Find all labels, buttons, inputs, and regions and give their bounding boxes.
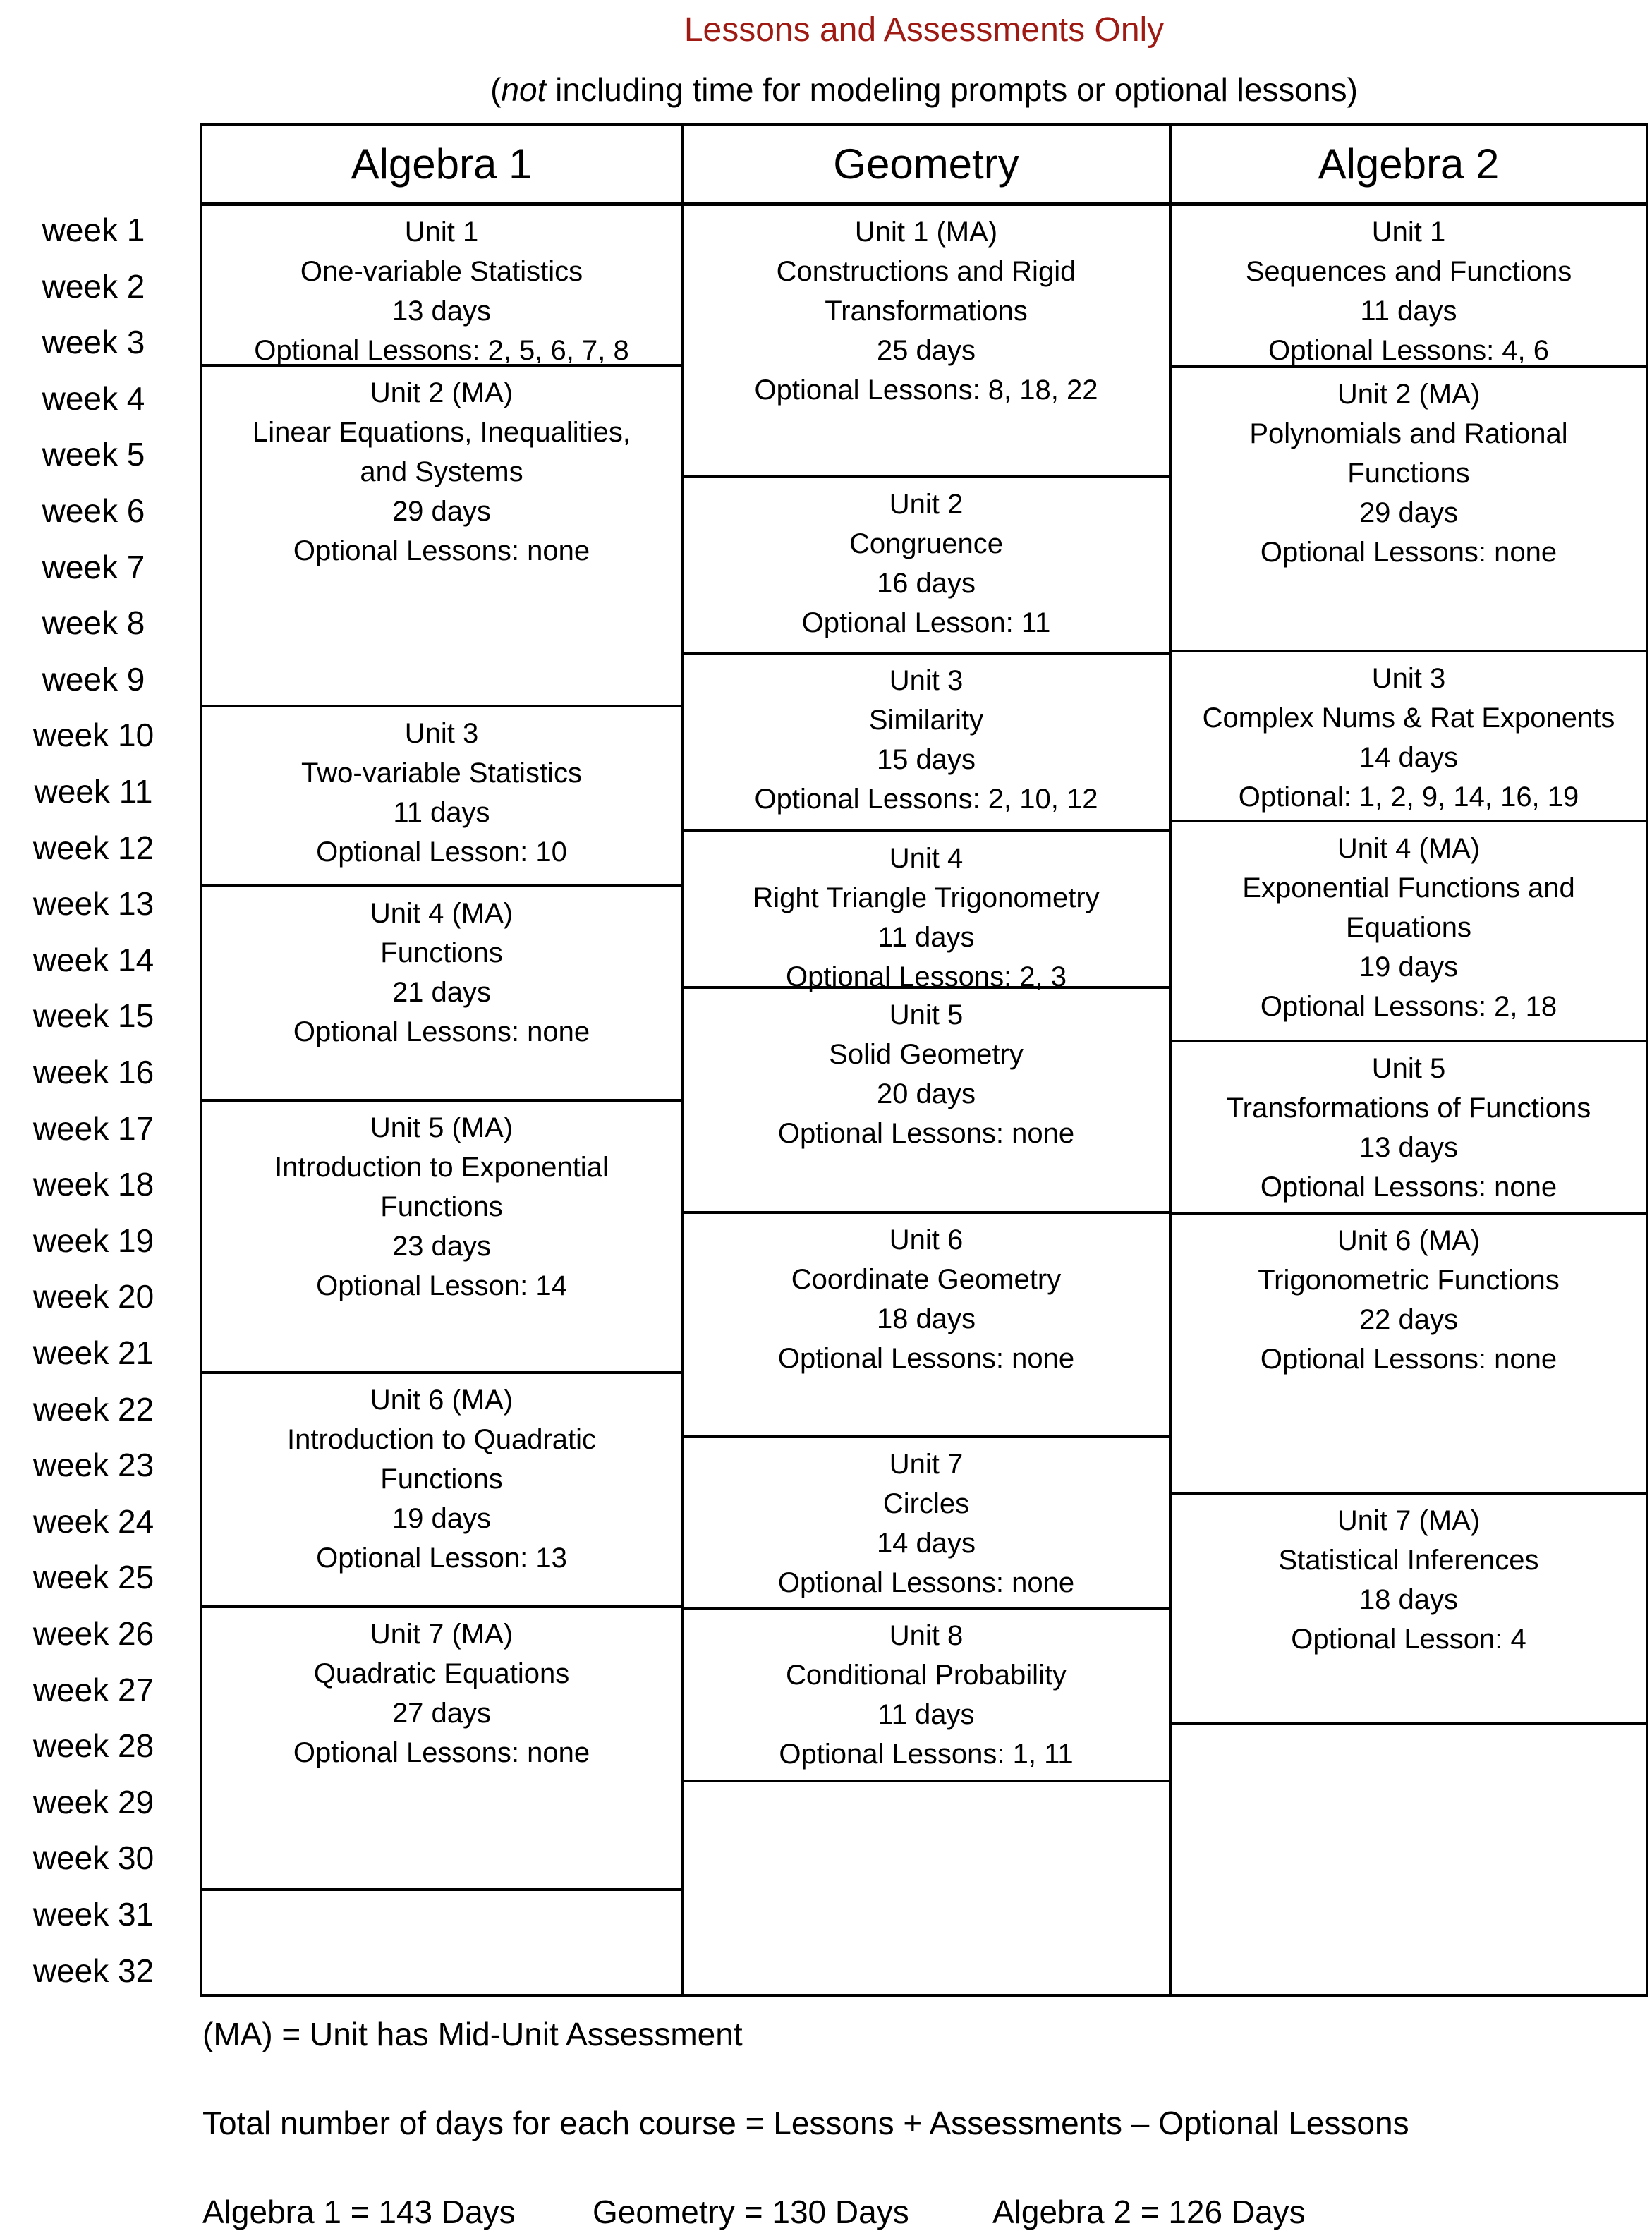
unit-box-geometry-3 [684,652,1169,829]
week-label-7: week 7 [42,549,145,585]
unit-text-line: Optional Lessons: 1, 11 [779,1739,1074,1770]
unit-text-line: 19 days [1359,951,1459,983]
unit-box-algebra-1-2 [202,364,681,705]
unit-text-line: Transformations [825,296,1028,327]
unit-box-geometry-6 [684,1211,1169,1435]
empty-box-algebra-1-8 [202,1888,681,1997]
unit-text-line: 13 days [1359,1132,1459,1163]
column-algebra-2 [1172,126,1646,1994]
unit-text-line: Unit 6 (MA) [1337,1225,1481,1256]
week-label-18: week 18 [32,1166,154,1203]
unit-text-line: Unit 5 (MA) [370,1112,514,1143]
unit-box-geometry-4 [684,829,1169,992]
week-label-32: week 32 [32,1952,154,1989]
unit-text-line: Congruence [849,528,1003,559]
week-label-4: week 4 [42,380,145,417]
unit-text-line: Unit 5 [889,999,964,1030]
unit-text-line: 11 days [877,922,975,953]
unit-text-line: Unit 3 [404,718,479,749]
week-label-19: week 19 [32,1222,154,1259]
unit-text-line: Right Triangle Trigonometry [753,882,1100,913]
subtitle-italic-word: not [501,71,547,108]
unit-text-line: 14 days [876,1528,976,1559]
unit-text-line: Unit 1 (MA) [854,217,998,248]
unit-text-line: Optional Lesson: 13 [316,1543,567,1574]
unit-text-line: 20 days [876,1078,976,1109]
unit-text-line: 13 days [391,296,492,327]
unit-text-line: Solid Geometry [829,1039,1024,1070]
week-label-29: week 29 [32,1784,154,1820]
unit-text-line: Optional Lessons: none [293,1737,590,1768]
week-label-9: week 9 [42,661,145,698]
unit-text-line: 11 days [1360,296,1457,327]
unit-text-line: Optional Lessons: 8, 18, 22 [754,375,1098,406]
page-title: Lessons and Assessments Only [684,11,1165,49]
week-label-2: week 2 [42,268,145,305]
unit-text-line: Optional Lessons: none [777,1118,1075,1149]
week-label-10: week 10 [32,717,154,753]
unit-text-line: Circles [882,1488,970,1519]
unit-text-line: Transformations of Functions [1226,1093,1591,1124]
week-label-17: week 17 [32,1110,154,1147]
unit-box-algebra-1-1 [202,206,681,364]
subtitle-rest: including time for modeling prompts or optional lessons) [546,71,1358,108]
unit-text-line: Unit 4 (MA) [1337,833,1481,864]
unit-text-line: Optional Lesson: 11 [801,607,1051,638]
week-label-3: week 3 [42,324,145,360]
unit-text-line: and Systems [360,456,523,487]
unit-text-line: Sequences and Functions [1245,256,1572,287]
week-label-23: week 23 [32,1447,154,1483]
unit-text-line: Optional Lessons: 2, 10, 12 [754,784,1098,815]
unit-text-line: 22 days [1359,1304,1459,1335]
column-geometry [684,126,1169,1994]
unit-box-geometry-2 [684,475,1169,652]
week-label-30: week 30 [32,1839,154,1876]
unit-text-line: Optional Lessons: none [777,1343,1075,1374]
week-label-5: week 5 [42,436,145,473]
course-totals-row [202,2192,1543,2234]
week-label-16: week 16 [32,1054,154,1090]
pacing-table [200,123,1648,1997]
unit-box-algebra-2-1 [1172,206,1646,365]
unit-text-line: 11 days [393,797,490,828]
unit-text-line: Unit 3 [889,665,964,696]
unit-text-line: 23 days [391,1231,492,1262]
unit-text-line: Optional Lessons: 2, 3 [785,961,1067,992]
unit-text-line: Linear Equations, Inequalities, [253,417,631,448]
unit-text-line: Functions [380,1191,503,1222]
week-label-12: week 12 [32,829,154,866]
course-total-algebra-1: Algebra 1 = 143 Days [202,2194,516,2230]
unit-box-geometry-5 [684,986,1169,1211]
column-header-algebra-1: Algebra 1 [202,126,681,206]
week-label-26: week 26 [32,1615,154,1652]
unit-text-line: Equations [1346,912,1471,943]
unit-text-line: Functions [1347,458,1470,489]
unit-box-algebra-1-5 [202,1099,681,1371]
unit-box-algebra-1-7 [202,1605,681,1888]
unit-text-line: Constructions and Rigid [776,256,1076,287]
unit-text-line: Trigonometric Functions [1258,1265,1560,1296]
week-label-15: week 15 [32,997,154,1034]
subtitle-prefix: ( [490,71,502,108]
unit-text-line: Statistical Inferences [1278,1545,1539,1576]
page-subtitle [201,68,1647,111]
unit-text-line: Complex Nums & Rat Exponents [1202,703,1615,734]
unit-text-line: Functions [380,937,503,968]
ma-legend-note: (MA) = Unit has Mid-Unit Assessment [202,2016,743,2052]
column-header-geometry: Geometry [684,126,1169,206]
unit-text-line: Introduction to Exponential [274,1152,609,1183]
unit-box-algebra-2-7 [1172,1492,1646,1722]
unit-text-line: Conditional Probability [785,1660,1067,1691]
column-header-algebra-2: Algebra 2 [1172,126,1646,206]
unit-text-line: Unit 8 [889,1620,964,1651]
week-label-25: week 25 [32,1559,154,1595]
week-label-22: week 22 [32,1391,154,1428]
unit-text-line: Unit 6 (MA) [370,1385,514,1416]
unit-text-line: 16 days [876,568,976,599]
unit-box-geometry-8 [684,1607,1169,1780]
unit-text-line: 29 days [391,496,492,527]
unit-text-line: Exponential Functions and [1242,872,1575,904]
unit-box-algebra-1-4 [202,884,681,1099]
week-label-11: week 11 [34,773,153,810]
unit-box-algebra-2-4 [1172,820,1646,1040]
unit-text-line: Two-variable Statistics [301,758,582,789]
unit-text-line: Optional Lessons: 2, 18 [1260,991,1557,1022]
total-days-note: Total number of days for each course = Lessons + Assessments – Optional Lessons [202,2105,1409,2141]
unit-text-line: One-variable Statistics [300,256,583,287]
unit-text-line: Optional Lessons: none [293,535,590,566]
unit-text-line: Optional Lessons: none [293,1016,590,1047]
course-total-geometry: Geometry = 130 Days [593,2194,909,2230]
unit-text-line: Quadratic Equations [313,1658,570,1689]
unit-box-algebra-2-2 [1172,365,1646,650]
week-label-31: week 31 [32,1896,154,1933]
unit-text-line: 14 days [1359,742,1459,773]
unit-text-line: Optional Lessons: none [777,1567,1075,1598]
empty-box-algebra-2-8 [1172,1722,1646,1997]
unit-text-line: Optional Lessons: none [1260,1172,1557,1203]
unit-box-algebra-1-3 [202,705,681,884]
week-label-14: week 14 [32,942,154,978]
unit-text-line: Polynomials and Rational [1249,418,1568,449]
unit-text-line: Introduction to Quadratic [286,1424,597,1455]
unit-box-algebra-1-6 [202,1371,681,1605]
week-label-8: week 8 [42,604,145,641]
week-label-20: week 20 [32,1278,154,1315]
week-label-21: week 21 [32,1334,154,1371]
unit-text-line: Unit 7 (MA) [370,1619,514,1650]
unit-text-line: Functions [380,1464,503,1495]
unit-text-line: 27 days [391,1698,492,1729]
empty-box-geometry-9 [684,1780,1169,1997]
unit-text-line: Unit 4 [889,843,964,874]
column-algebra-1 [202,126,681,1994]
unit-text-line: Unit 6 [889,1224,964,1255]
week-label-24: week 24 [32,1503,154,1540]
unit-text-line: Optional: 1, 2, 9, 14, 16, 19 [1238,782,1579,813]
unit-text-line: 15 days [876,744,976,775]
unit-text-line: 29 days [1359,497,1459,528]
unit-text-line: Unit 1 [404,217,479,248]
unit-text-line: Unit 4 (MA) [370,898,514,929]
unit-text-line: 25 days [876,335,976,366]
unit-text-line: Unit 2 [889,489,964,520]
unit-box-geometry-1 [684,206,1169,475]
unit-text-line: 18 days [1359,1584,1459,1615]
unit-text-line: Unit 3 [1371,663,1446,694]
unit-text-line: Optional Lesson: 14 [316,1270,567,1301]
unit-text-line: Similarity [868,705,984,736]
unit-text-line: 19 days [391,1503,492,1534]
week-label-27: week 27 [32,1672,154,1708]
unit-text-line: Unit 1 [1371,217,1446,248]
unit-box-algebra-2-6 [1172,1212,1646,1492]
week-label-13: week 13 [32,885,154,922]
unit-text-line: Optional Lessons: none [1260,537,1557,568]
unit-text-line: 21 days [391,977,492,1008]
unit-box-algebra-2-3 [1172,650,1646,820]
unit-text-line: 11 days [877,1699,975,1730]
unit-text-line: Unit 5 [1371,1053,1446,1084]
unit-text-line: Optional Lessons: 2, 5, 6, 7, 8 [254,335,629,366]
unit-text-line: Unit 7 (MA) [1337,1505,1481,1536]
unit-text-line: Unit 2 (MA) [1337,379,1481,410]
unit-text-line: Optional Lesson: 10 [316,837,567,868]
unit-box-algebra-2-5 [1172,1040,1646,1212]
unit-text-line: 18 days [876,1303,976,1334]
week-label-28: week 28 [32,1727,154,1764]
unit-text-line: Coordinate Geometry [791,1264,1062,1295]
unit-text-line: Optional Lesson: 4 [1291,1624,1526,1655]
unit-text-line: Unit 2 (MA) [370,377,514,408]
week-label-1: week 1 [42,212,145,248]
week-label-6: week 6 [42,492,145,529]
unit-text-line: Optional Lessons: 4, 6 [1268,335,1550,366]
course-total-algebra-2: Algebra 2 = 126 Days [992,2194,1306,2230]
unit-text-line: Unit 7 [889,1449,964,1480]
unit-text-line: Optional Lessons: none [1260,1344,1557,1375]
unit-box-geometry-7 [684,1435,1169,1607]
